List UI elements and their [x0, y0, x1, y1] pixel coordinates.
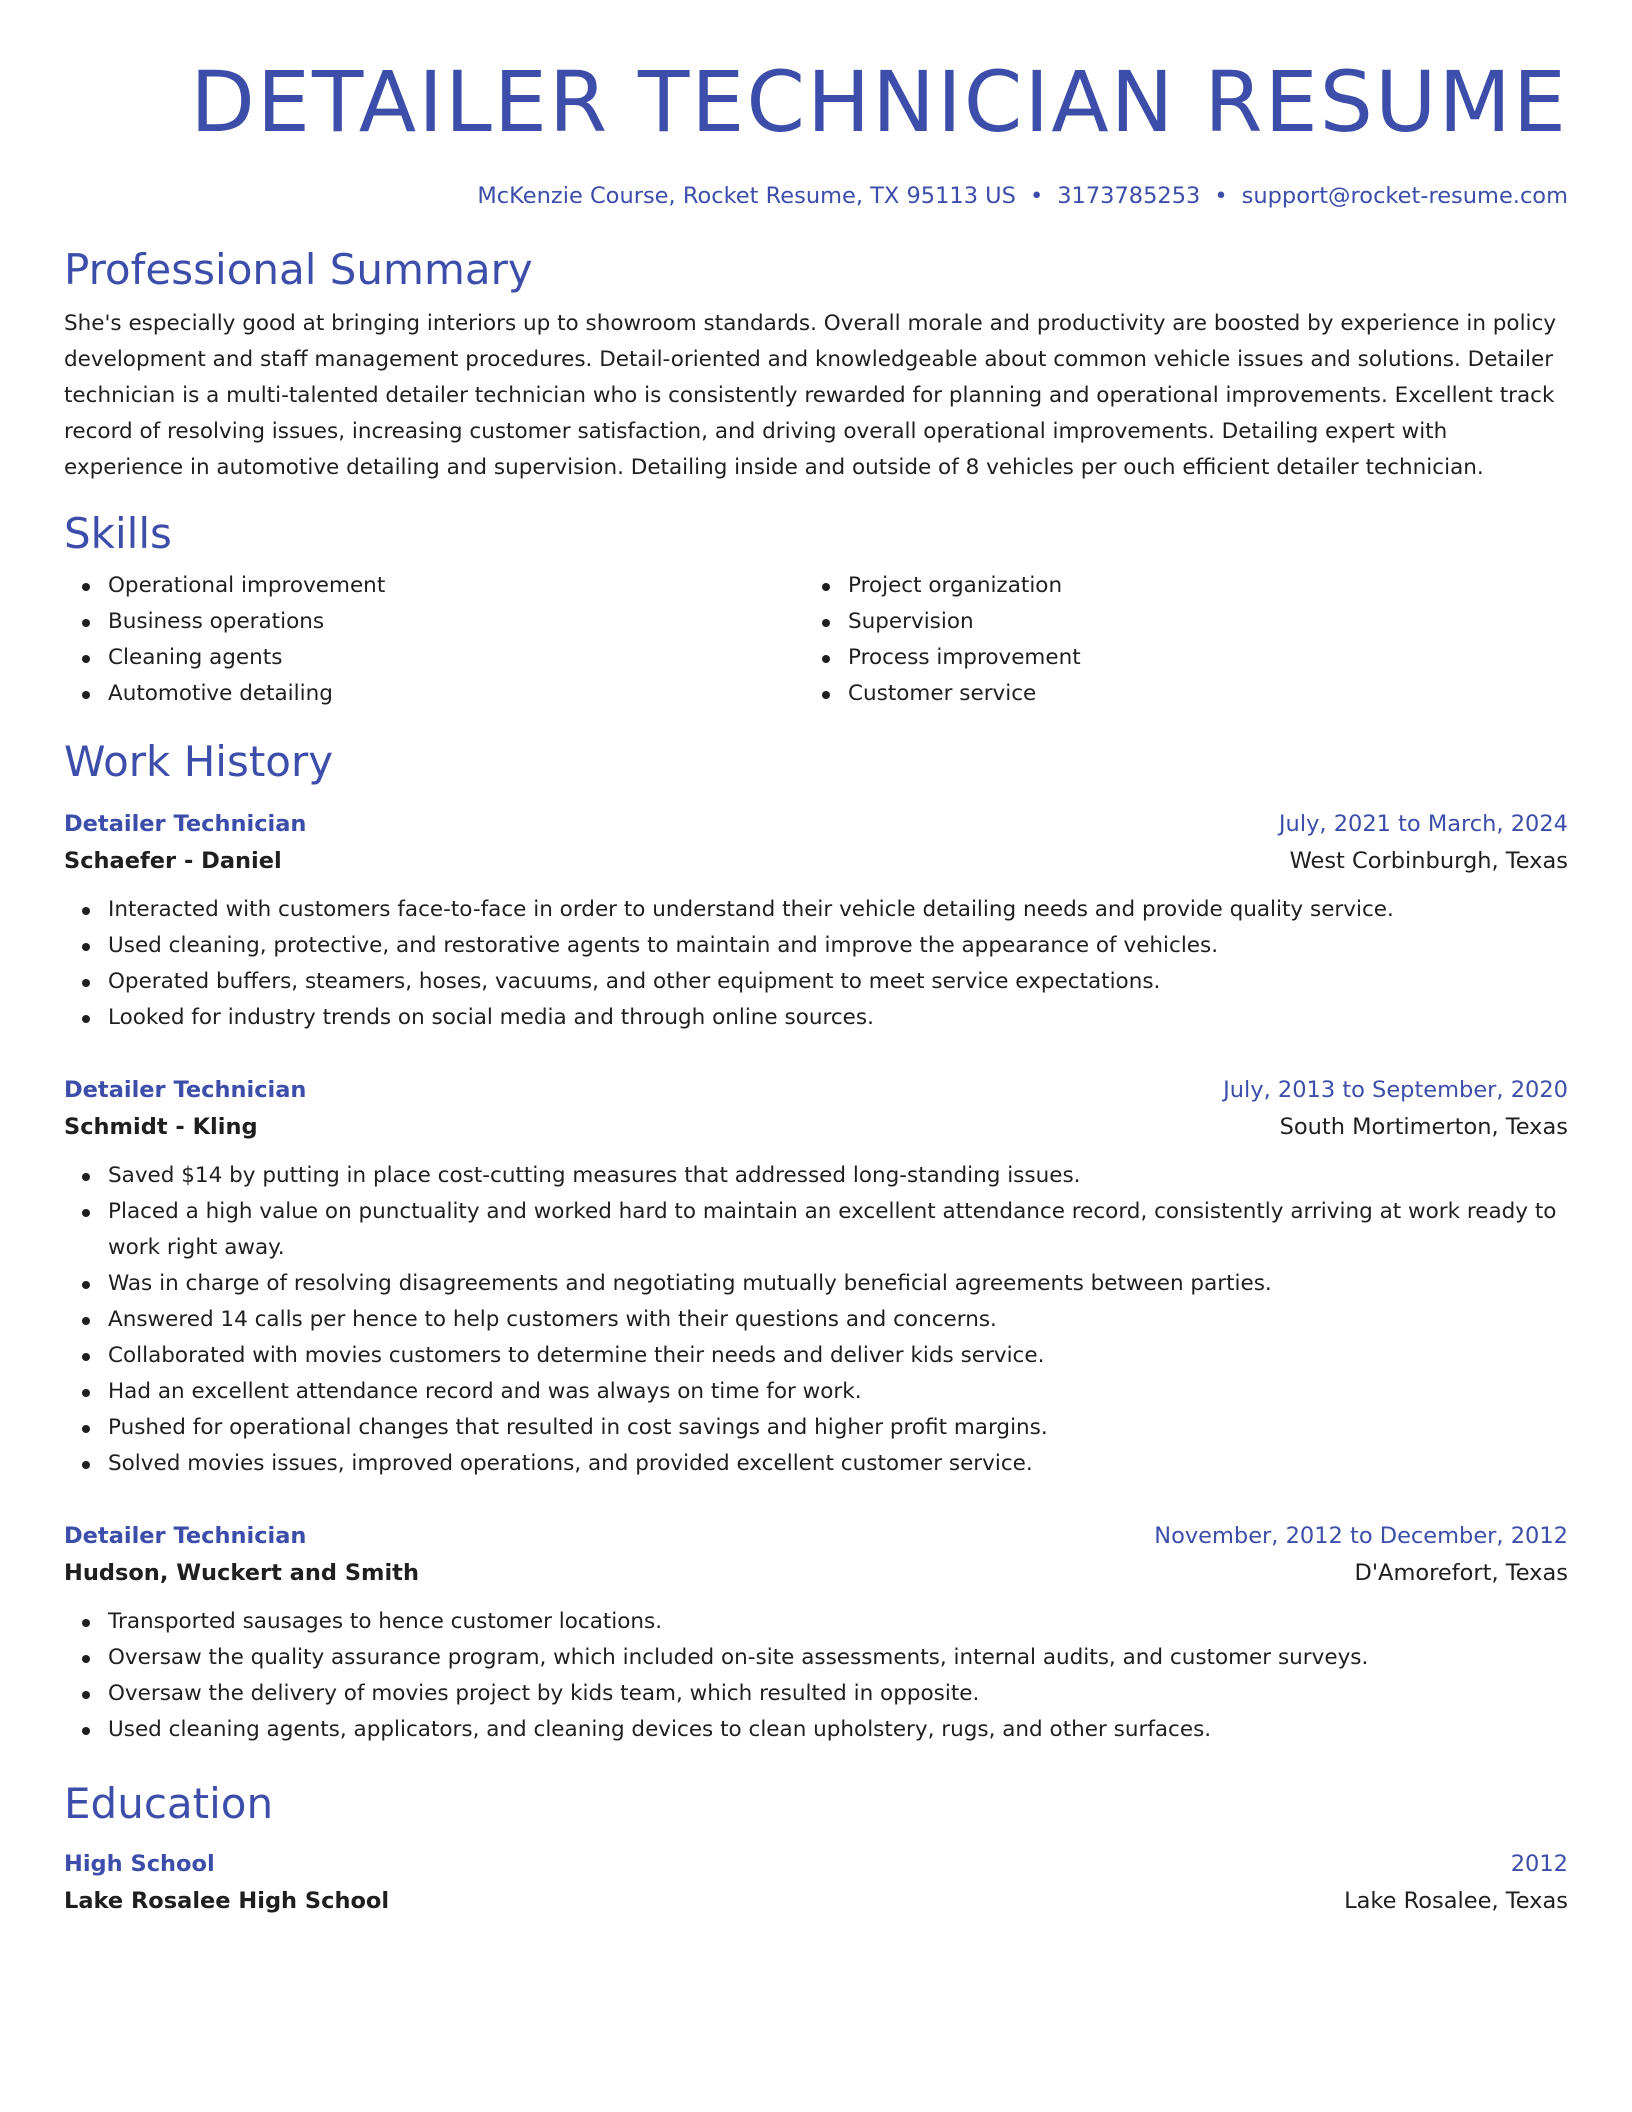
job-header-row — [64, 1518, 1568, 1554]
job-location: West Corbinburgh, Texas — [1289, 848, 1568, 874]
job-bullet: Interacted with customers face-to-face in order to understand their vehicle detailing needs and provide quality service. — [108, 892, 1568, 928]
education-location: Lake Rosalee, Texas — [1344, 1888, 1568, 1914]
job-bullet: Was in charge of resolving disagreements and negotiating mutually beneficial agreements between parties. — [108, 1266, 1568, 1302]
job-company-row — [64, 842, 1568, 880]
education-school: Lake Rosalee High School — [64, 1888, 390, 1914]
contact-separator: • — [1214, 183, 1228, 209]
job-bullet: Answered 14 calls per hence to help customers with their questions and concerns. — [108, 1302, 1568, 1338]
contact-phone: 3173785253 — [1057, 183, 1201, 209]
job-bullets — [64, 1604, 1568, 1748]
job-bullet: Saved $14 by putting in place cost-cutting measures that addressed long-standing issues. — [108, 1158, 1568, 1194]
skill-item: Cleaning agents — [108, 640, 804, 676]
job-entry — [64, 806, 1568, 1036]
job-bullets — [64, 892, 1568, 1036]
job-title: Detailer Technician — [64, 1077, 307, 1103]
summary-section — [64, 244, 1568, 486]
job-bullet: Oversaw the quality assurance program, which included on-site assessments, internal audits, and customer surveys. — [108, 1640, 1568, 1676]
skill-item: Automotive detailing — [108, 676, 804, 712]
job-dates: November, 2012 to December, 2012 — [1154, 1523, 1568, 1549]
summary-text: She's especially good at bringing interiors up to showroom standards. Overall morale and productivity are boosted by experience in policy development and staff management procedures. Detail-oriented and knowledgeable about common vehicle issues and solutions. Detailer technician is a multi-talented detailer technician who is consistently rewarded for planning and operational improvements. Excellent track record of resolving issues, increasing customer satisfaction, and driving overall operational improvements. Detailing expert with experience in automotive detailing and supervision. Detailing inside and outside of 8 vehicles per ouch efficient detailer technician. — [64, 311, 1557, 480]
skill-item: Business operations — [108, 604, 804, 640]
job-dates: July, 2021 to March, 2024 — [1278, 811, 1568, 837]
job-bullet: Pushed for operational changes that resulted in cost savings and higher profit margins. — [108, 1410, 1568, 1446]
job-bullet: Used cleaning agents, applicators, and cleaning devices to clean upholstery, rugs, and other surfaces. — [108, 1712, 1568, 1748]
job-bullet: Transported sausages to hence customer locations. — [108, 1604, 1568, 1640]
education-section — [64, 1778, 1568, 1920]
contact-line — [64, 180, 1568, 212]
contact-separator: • — [1029, 183, 1044, 209]
education-degree: High School — [64, 1851, 215, 1877]
education-school-row — [64, 1882, 1568, 1920]
skill-item: Supervision — [848, 604, 1544, 640]
work-history-heading: Work History — [64, 737, 334, 786]
education-header-row — [64, 1846, 1568, 1882]
work-history-section — [64, 736, 1568, 1748]
contact-address: McKenzie Course, Rocket Resume, TX 95113 US — [477, 183, 1016, 209]
skill-item: Operational improvement — [108, 568, 804, 604]
job-entry — [64, 1072, 1568, 1482]
job-company: Hudson, Wuckert and Smith — [64, 1560, 419, 1586]
job-dates: July, 2013 to September, 2020 — [1223, 1077, 1568, 1103]
skill-item: Process improvement — [848, 640, 1544, 676]
skills-heading: Skills — [64, 509, 172, 558]
job-bullet: Looked for industry trends on social media and through online sources. — [108, 1000, 1568, 1036]
job-company-row — [64, 1554, 1568, 1592]
skills-list-right — [804, 568, 1544, 712]
job-bullets — [64, 1158, 1568, 1482]
job-bullet: Operated buffers, steamers, hoses, vacuums, and other equipment to meet service expectations. — [108, 964, 1568, 1000]
summary-heading: Professional Summary — [64, 245, 533, 294]
job-header-row — [64, 1072, 1568, 1108]
skills-section — [64, 508, 1568, 712]
skill-item: Customer service — [848, 676, 1544, 712]
resume-title: DETAILER TECHNICIAN RESUME — [190, 53, 1568, 151]
education-heading: Education — [64, 1779, 274, 1828]
job-bullet: Used cleaning, protective, and restorative agents to maintain and improve the appearance of vehicles. — [108, 928, 1568, 964]
job-location: D'Amorefort, Texas — [1354, 1560, 1568, 1586]
job-bullet: Had an excellent attendance record and was always on time for work. — [108, 1374, 1568, 1410]
education-entry — [64, 1846, 1568, 1920]
job-title: Detailer Technician — [64, 811, 307, 837]
job-entry — [64, 1518, 1568, 1748]
skill-item: Project organization — [848, 568, 1544, 604]
job-header-row — [64, 806, 1568, 842]
job-location: South Mortimerton, Texas — [1279, 1114, 1568, 1140]
contact-email: support@rocket-resume.com — [1241, 183, 1568, 209]
job-bullet: Placed a high value on punctuality and worked hard to maintain an excellent attendance record, consistently arriving at work ready to work right away. — [108, 1194, 1568, 1266]
job-bullet: Solved movies issues, improved operations, and provided excellent customer service. — [108, 1446, 1568, 1482]
job-company-row — [64, 1108, 1568, 1146]
job-title: Detailer Technician — [64, 1523, 307, 1549]
job-bullet: Oversaw the delivery of movies project by kids team, which resulted in opposite. — [108, 1676, 1568, 1712]
skills-list-left — [64, 568, 804, 712]
education-year: 2012 — [1510, 1851, 1568, 1877]
job-bullet: Collaborated with movies customers to determine their needs and deliver kids service. — [108, 1338, 1568, 1374]
job-company: Schaefer - Daniel — [64, 848, 282, 874]
job-company: Schmidt - Kling — [64, 1114, 258, 1140]
resume-header — [64, 48, 1568, 212]
skills-grid — [64, 568, 1568, 712]
